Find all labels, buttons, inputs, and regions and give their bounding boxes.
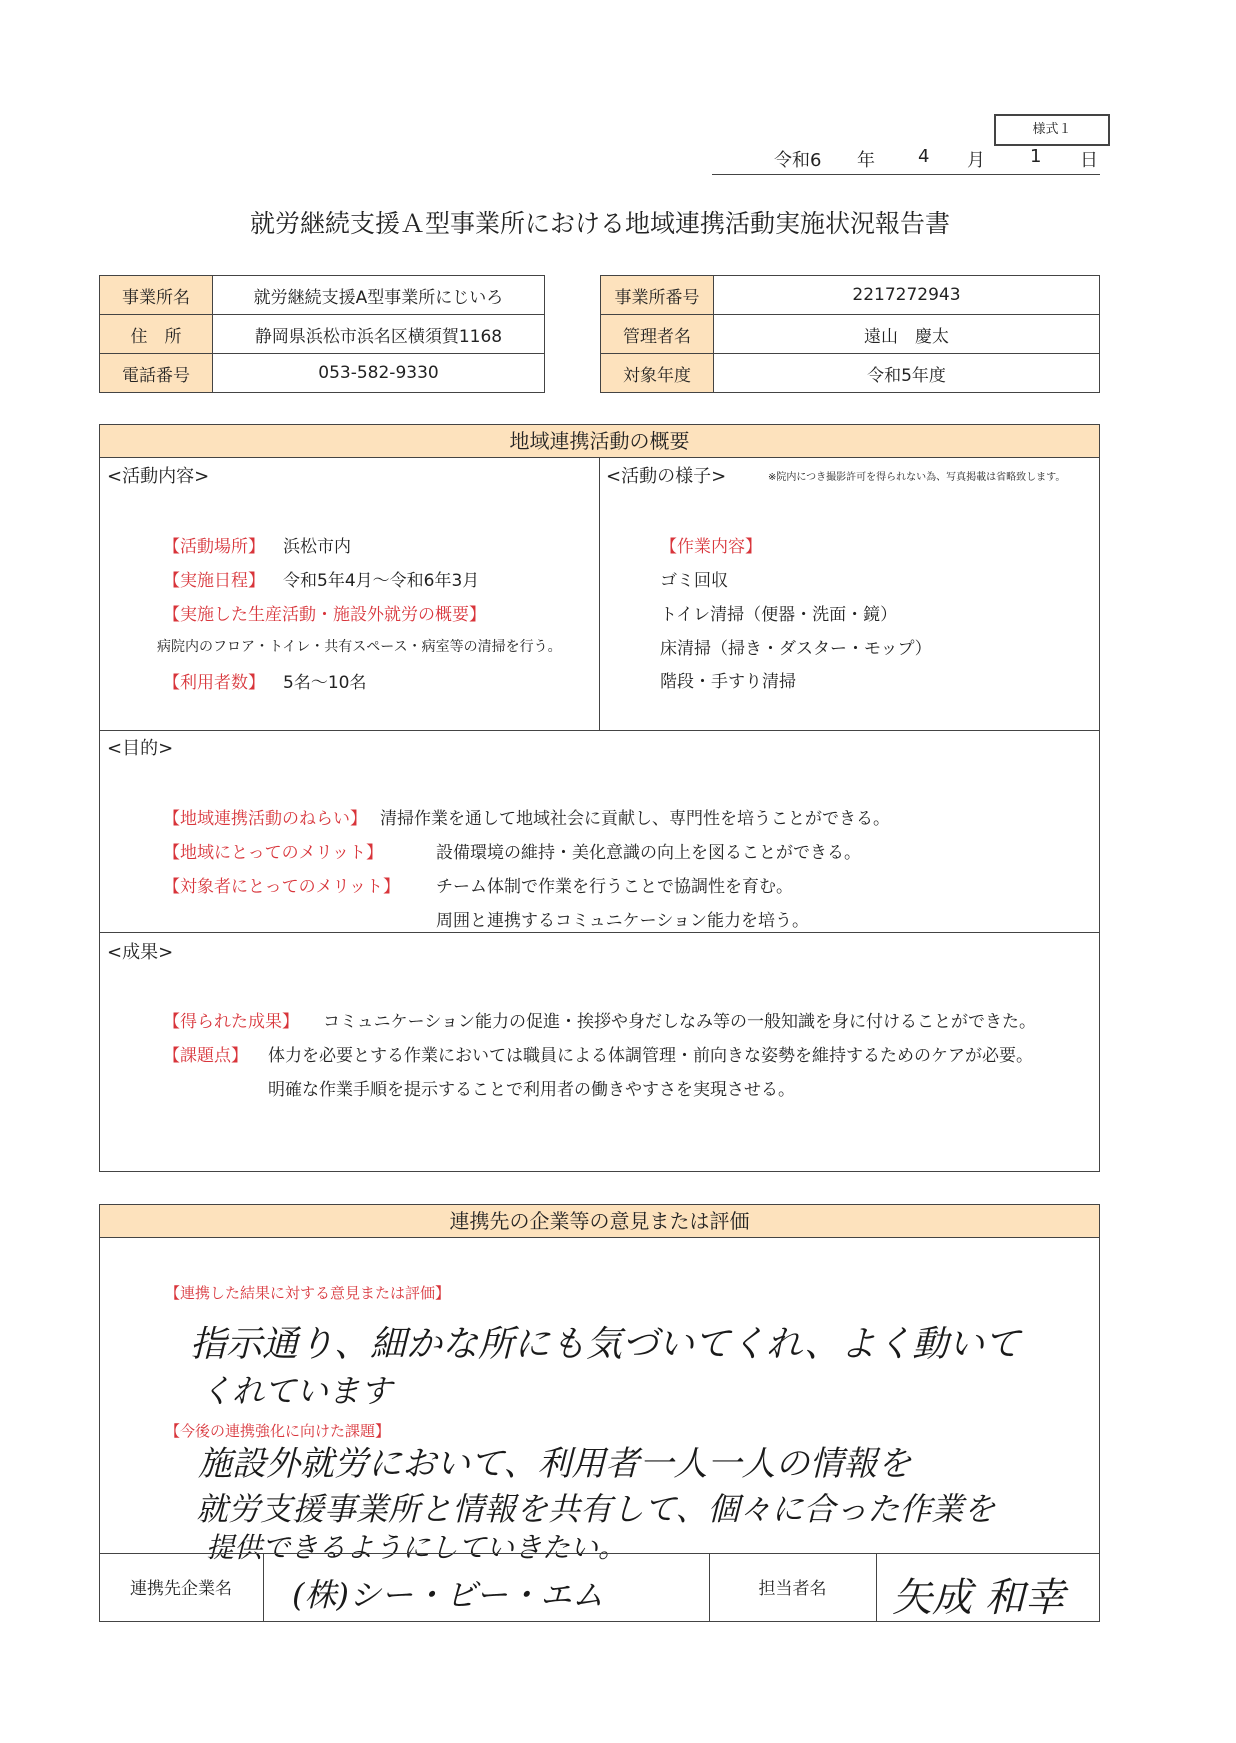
purpose-heading: <目的>	[107, 738, 174, 759]
work-item: 階段・手すり清掃	[660, 672, 796, 692]
community-merit-value: 設備環境の維持・美化意識の向上を図ることができる。	[436, 843, 861, 863]
summary-label: 【実施した生産活動・施設外就労の概要】	[163, 605, 486, 625]
info-value: 就労継続支援A型事業所にじいろ	[213, 276, 545, 315]
info-value: 053-582-9330	[213, 354, 545, 393]
evaluation-header: 連携先の企業等の意見または評価	[99, 1204, 1100, 1238]
person-handwritten: 矢成 和幸	[892, 1575, 1065, 1621]
overview-header: 地域連携活動の概要	[99, 424, 1100, 458]
place-value: 浜松市内	[283, 537, 351, 557]
work-item: 床清掃（掃き・ダスター・モップ）	[660, 639, 932, 659]
work-item: トイレ清掃（便器・洗面・鏡）	[660, 605, 898, 625]
target-merit-value: チーム体制で作業を行うことで協調性を育む。	[436, 877, 793, 897]
issues-label: 【課題点】	[163, 1046, 248, 1066]
info-row-manager	[601, 315, 1100, 354]
page-title: 就労継続支援Ａ型事業所における地域連携活動実施状況報告書	[249, 209, 950, 238]
manager-info-table	[600, 275, 1100, 393]
info-label: 住 所	[100, 315, 213, 354]
results-heading: <成果>	[107, 942, 174, 963]
info-row-phone	[100, 354, 545, 393]
target-merit-value: 周囲と連携するコミュニケーション能力を培う。	[436, 911, 809, 931]
results-divider	[99, 932, 1100, 933]
info-value: 2217272943	[714, 276, 1100, 315]
aim-label: 【地域連携活動のねらい】	[163, 809, 367, 829]
info-label: 管理者名	[601, 315, 714, 354]
date-day: 1	[1030, 146, 1042, 167]
future-handwritten: 提供できるようにしていきたい。	[206, 1531, 627, 1564]
summary-value: 病院内のフロア・トイレ・共有スペース・病室等の清掃を行う。	[157, 639, 562, 655]
opinion-handwritten: 指示通り、細かな所にも気づいてくれ、よく動いて	[190, 1324, 1021, 1365]
scene-note: ※院内につき撮影許可を得られない為、写真掲載は省略致します。	[768, 472, 1066, 483]
schedule-label: 【実施日程】	[163, 571, 265, 591]
purpose-divider	[99, 730, 1100, 731]
info-row-number	[601, 276, 1100, 315]
date-era-year: 令和6	[774, 150, 822, 171]
work-label: 【作業内容】	[660, 537, 762, 557]
schedule-value: 令和5年4月～令和6年3月	[283, 571, 480, 591]
community-merit-label: 【地域にとってのメリット】	[163, 843, 383, 863]
info-value: 遠山 慶太	[714, 315, 1100, 354]
info-label: 事業所名	[100, 276, 213, 315]
target-merit-label: 【対象者にとってのメリット】	[163, 877, 400, 897]
info-value: 令和5年度	[714, 354, 1100, 393]
achieved-label: 【得られた成果】	[163, 1012, 299, 1032]
form-label-box	[994, 114, 1110, 146]
date-year-unit: 年	[857, 150, 875, 171]
date-day-unit: 日	[1080, 150, 1098, 171]
info-label: 対象年度	[601, 354, 714, 393]
aim-value: 清掃作業を通して地域社会に貢献し、専門性を培うことができる。	[380, 809, 890, 829]
info-label: 電話番号	[100, 354, 213, 393]
info-row-year	[601, 354, 1100, 393]
opinion-handwritten: くれています	[200, 1372, 393, 1410]
place-label: 【活動場所】	[163, 537, 265, 557]
footer-divider	[876, 1553, 877, 1622]
info-label: 事業所番号	[601, 276, 714, 315]
form-label: 様式１	[1032, 122, 1072, 137]
footer-divider	[263, 1553, 264, 1622]
date-underline	[712, 174, 1100, 175]
company-label: 連携先企業名	[130, 1579, 232, 1599]
overview-column-divider	[599, 458, 600, 730]
facility-info-table	[99, 275, 545, 393]
footer-row-top	[99, 1553, 1100, 1554]
future-label: 【今後の連携強化に向けた課題】	[165, 1422, 391, 1440]
date-month-unit: 月	[967, 150, 985, 171]
future-handwritten: 就労支援事業所と情報を共有して、個々に合った作業を	[196, 1490, 996, 1528]
achieved-value: コミュニケーション能力の促進・挨拶や身だしなみ等の一般知識を身に付けることができた。	[323, 1012, 1036, 1032]
activity-heading: <活動内容>	[107, 466, 210, 487]
users-label: 【利用者数】	[163, 673, 265, 693]
date-month: 4	[918, 146, 930, 167]
opinion-label: 【連携した結果に対する意見または評価】	[165, 1284, 451, 1302]
scene-heading: <活動の様子>	[606, 466, 727, 487]
work-item: ゴミ回収	[660, 571, 728, 591]
company-handwritten: (株)シー・ビー・エム	[292, 1576, 604, 1614]
issues-value: 明確な作業手順を提示することで利用者の働きやすさを実現させる。	[268, 1080, 795, 1100]
report-date	[712, 146, 1100, 172]
info-value: 静岡県浜松市浜名区横須賀1168	[213, 315, 545, 354]
future-handwritten: 施設外就労において、利用者一人一人の情報を	[198, 1444, 912, 1484]
issues-value: 体力を必要とする作業においては職員による体調管理・前向きな姿勢を維持するためのケアが必要。	[268, 1046, 1033, 1066]
info-row-name	[100, 276, 545, 315]
users-value: 5名～10名	[283, 673, 367, 693]
person-label: 担当者名	[758, 1579, 827, 1599]
info-row-address	[100, 315, 545, 354]
